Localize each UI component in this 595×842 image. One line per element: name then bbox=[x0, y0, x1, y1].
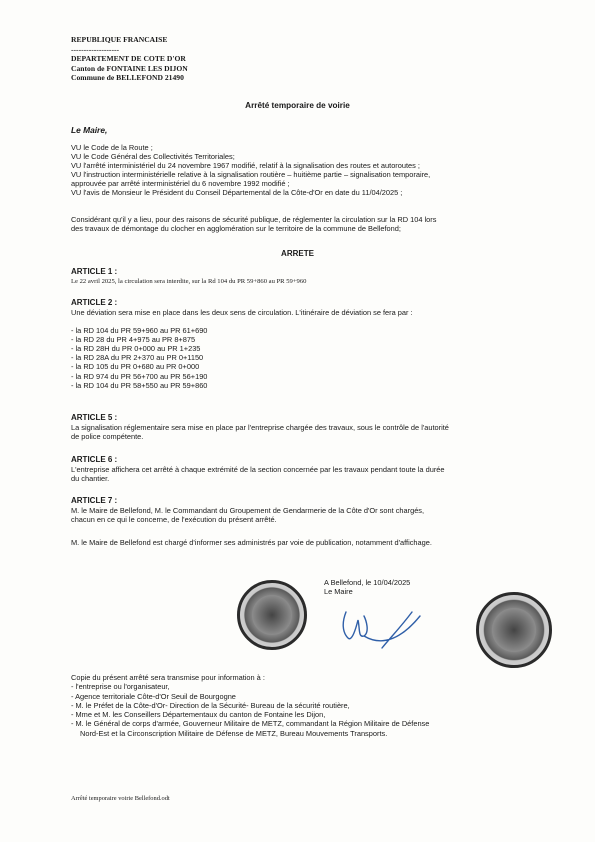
le-maire-heading: Le Maire, bbox=[71, 125, 108, 135]
list-item: - M. le Général de corps d'armée, Gouverneur Militaire de METZ, commandant la Région Militaire de Défense bbox=[71, 719, 430, 729]
article-5 bbox=[71, 413, 531, 441]
copie-intro: Copie du présent arrêté sera transmise pour information à : bbox=[71, 673, 265, 682]
mairie-seal-stamp bbox=[476, 592, 552, 668]
list-item: - la RD 974 du PR 56+700 au PR 56+190 bbox=[71, 371, 208, 381]
list-item: Nord-Est et la Circonscription Militaire de Défense de METZ, Bureau Mouvements Transports. bbox=[80, 728, 388, 738]
article-6 bbox=[71, 455, 531, 483]
header-separator: ------------------- bbox=[71, 44, 120, 54]
deviation-list bbox=[71, 326, 531, 390]
signature-block bbox=[324, 578, 410, 597]
header-republique: REPUBLIQUE FRANCAISE bbox=[71, 35, 168, 44]
vu-section bbox=[71, 143, 531, 198]
article-2 bbox=[71, 298, 531, 390]
considerant-line: Considérant qu'il y a lieu, pour des raisons de sécurité publique, de réglementer la circulation sur la RD 104 lors bbox=[71, 215, 437, 224]
article-text: Le 22 avril 2025, la circulation sera interdite, sur la Rd 104 du PR 59+860 au PR 59+960 bbox=[71, 278, 307, 285]
charge-maire-text: M. le Maire de Bellefond est chargé d'informer ses administrés par voie de publication, notamment d'affichage. bbox=[71, 538, 432, 547]
article-title: ARTICLE 5 : bbox=[71, 413, 118, 422]
considerant-line: des travaux de démontage du clocher en agglomération sur le territoire de la commune de Bellefond; bbox=[71, 224, 401, 234]
article-title: ARTICLE 7 : bbox=[71, 496, 118, 505]
charge-maire-paragraph bbox=[71, 538, 531, 547]
arrete-heading: ARRETE bbox=[281, 249, 314, 258]
article-7 bbox=[71, 496, 531, 524]
header-departement: DEPARTEMENT DE COTE D'OR bbox=[71, 54, 186, 64]
article-text: La signalisation réglementaire sera mise en place par l'entreprise chargée des travaux, sous le contrôle de l'autorité bbox=[71, 423, 449, 432]
list-item: - la RD 28H du PR 0+000 au PR 1+235 bbox=[71, 344, 201, 354]
article-text: L'entreprise affichera cet arrêté à chaque extrémité de la section concernée par les travaux pendant toute la durée bbox=[71, 465, 445, 474]
vu-line: VU l'instruction interministérielle relative à la signalisation routière – huitième partie – signalisation temporaire, bbox=[71, 170, 431, 180]
article-1 bbox=[71, 267, 531, 286]
list-item: - la RD 28A du PR 2+370 au PR 0+1150 bbox=[71, 353, 204, 363]
vu-line: approuvée par arrêté interministériel du 6 novembre 1992 modifié ; bbox=[71, 179, 290, 189]
list-item: - l'entreprise ou l'organisateur, bbox=[71, 682, 170, 692]
document-title: Arrêté temporaire de voirie bbox=[245, 101, 350, 110]
article-text: M. le Maire de Bellefond, M. le Commandant du Groupement de Gendarmerie de la Côte d'Or sont chargés, bbox=[71, 506, 425, 515]
article-text: du chantier. bbox=[71, 474, 110, 484]
article-title: ARTICLE 6 : bbox=[71, 455, 118, 464]
copie-section bbox=[71, 673, 541, 738]
list-item: - la RD 104 du PR 58+550 au PR 59+860 bbox=[71, 380, 208, 390]
footer-filename: Arrêté temporaire voirie Bellefond.odt bbox=[71, 795, 170, 802]
vu-line: VU le Code de la Route ; bbox=[71, 143, 153, 152]
list-item: - la RD 28 du PR 4+975 au PR 8+875 bbox=[71, 335, 196, 345]
list-item: - la RD 105 du PR 0+680 au PR 0+000 bbox=[71, 362, 200, 372]
article-title: ARTICLE 1 : bbox=[71, 267, 118, 276]
article-text: de police compétente. bbox=[71, 432, 144, 442]
article-text: chacun en ce qui le concerne, de l'exécution du présent arrêté. bbox=[71, 515, 277, 525]
place-date: A Bellefond, le 10/04/2025 bbox=[324, 578, 411, 587]
mairie-seal-stamp bbox=[237, 580, 307, 650]
administrative-header bbox=[71, 35, 188, 83]
vu-line: VU l'avis de Monsieur le Président du Conseil Départemental de la Côte-d'Or en date du 11/04/2025 ; bbox=[71, 188, 403, 198]
list-item: - Agence territoriale Côte-d'Or Seuil de Bourgogne bbox=[71, 691, 236, 701]
article-title: ARTICLE 2 : bbox=[71, 298, 118, 307]
list-item: - M. le Préfet de la Côte-d'Or- Direction de la Sécurité- Bureau de la sécurité routière, bbox=[71, 700, 350, 710]
vu-line: VU le Code Général des Collectivités Territoriales; bbox=[71, 152, 235, 162]
list-item: - la RD 104 du PR 59+960 au PR 61+690 bbox=[71, 326, 208, 336]
considerant-section bbox=[71, 215, 531, 233]
handwritten-signature bbox=[334, 598, 444, 658]
header-canton: Canton de FONTAINE LES DIJON bbox=[71, 63, 188, 73]
signer-title: Le Maire bbox=[324, 587, 353, 597]
vu-line: VU l'arrêté interministériel du 24 novembre 1967 modifié, relatif à la signalisation des routes et autoroutes ; bbox=[71, 161, 420, 171]
article-text: Une déviation sera mise en place dans les deux sens de circulation. L'itinéraire de déviation se fera par : bbox=[71, 308, 413, 317]
list-item: - Mme et M. les Conseillers Départementaux du canton de Fontaine les Dijon, bbox=[71, 710, 326, 720]
header-commune: Commune de BELLEFOND 21490 bbox=[71, 73, 184, 83]
